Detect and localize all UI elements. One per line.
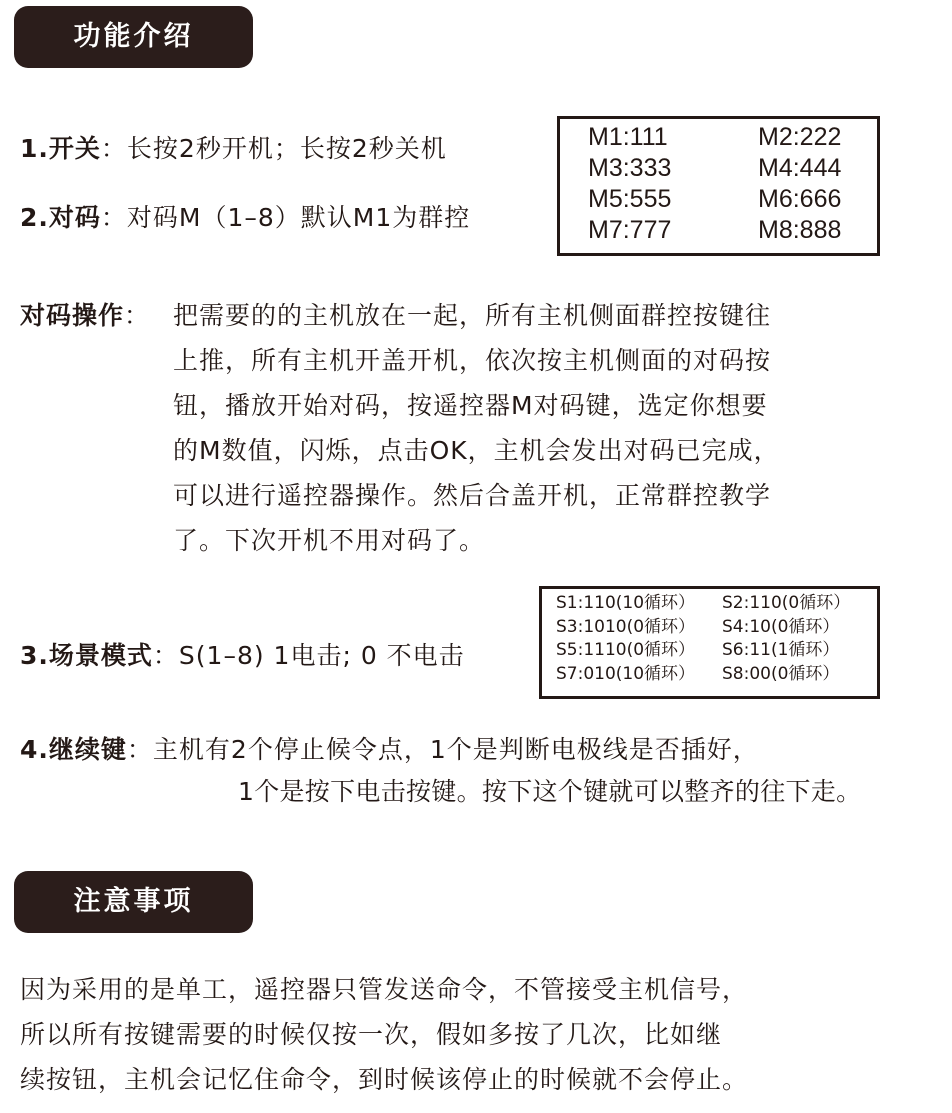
item-power-text: 长按2秒开机；长按2秒关机 <box>126 134 447 163</box>
m-code-table <box>557 116 880 256</box>
item-power-sep: ： <box>100 134 127 163</box>
s-code-table <box>539 586 880 699</box>
item-continue-key <box>20 730 759 766</box>
pairing-line: 了。下次开机不用对码了。 <box>173 526 486 555</box>
m-code-cell: M6:666 <box>758 185 842 213</box>
s-code-cell: S5:1110(0循环） <box>556 640 696 660</box>
s-code-cell: S7:010(10循环） <box>556 663 696 684</box>
m-code-cell: M5:555 <box>588 185 672 213</box>
notes-line: 因为采用的是单工，遥控器只管发送命令，不管接受主机信号， <box>20 975 749 1004</box>
pairing-line: 钮，播放开始对码，按遥控器M对码键，选定你想要 <box>173 391 768 420</box>
pairing-line: 把需要的的主机放在一起，所有主机侧面群控按键往 <box>173 301 772 330</box>
m-code-cell: M3:333 <box>588 154 672 182</box>
s-code-cell: S1:110(10循环） <box>556 593 696 613</box>
item-continue-line1: 主机有2个停止候令点，1个是判断电极线是否插好， <box>152 735 759 764</box>
item-scene-text: S(1–8) 1电击; 0 不电击 <box>178 641 465 670</box>
pairing-line: 的M数值，闪烁，点击OK，主机会发出对码已完成， <box>173 436 780 465</box>
item-pairing <box>20 198 470 234</box>
item-continue-line2: 1个是按下电击按键。按下这个键就可以整齐的往下走。 <box>238 777 862 806</box>
item-scene-label: 3.场景模式 <box>20 641 153 670</box>
item-pairing-label: 2.对码 <box>20 203 101 232</box>
s-code-cell: S8:00(0循环） <box>722 663 840 684</box>
item-pairing-sep: ： <box>100 203 127 232</box>
m-code-cell: M1:111 <box>588 123 668 151</box>
section-title-notes: 注意事项 <box>14 871 253 933</box>
pairing-line: 上推，所有主机开盖开机，依次按主机侧面的对码按 <box>173 346 772 375</box>
m-code-cell: M8:888 <box>758 216 842 244</box>
pairing-line: 可以进行遥控器操作。然后合盖开机，正常群控教学 <box>173 481 772 510</box>
s-code-cell: S2:110(0循环） <box>722 593 851 613</box>
pairing-operation-label <box>20 293 150 338</box>
item-pairing-text: 对码M（1–8）默认M1为群控 <box>126 203 471 232</box>
notes-line: 所以所有按键需要的时候仅按一次，假如多按了几次，比如继 <box>20 1020 723 1049</box>
item-scene-sep: ： <box>152 641 179 670</box>
s-code-cell: S6:11(1循环） <box>722 640 840 660</box>
item-continue-label: 4.继续键 <box>20 735 127 764</box>
pairing-operation-text <box>173 293 780 563</box>
m-code-cell: M2:222 <box>758 123 842 151</box>
notes-line: 续按钮，主机会记忆住命令，到时候该停止的时候就不会停止。 <box>20 1065 749 1094</box>
notes-text <box>20 967 748 1102</box>
s-code-cell: S3:1010(0循环） <box>556 616 696 637</box>
pairing-operation-title: 对码操作 <box>20 301 125 330</box>
m-code-cell: M4:444 <box>758 154 842 182</box>
section-title-features: 功能介绍 <box>14 6 253 68</box>
item-continue-sep: ： <box>126 735 153 764</box>
item-power-label: 1.开关 <box>20 134 101 163</box>
item-scene-mode <box>20 636 465 672</box>
s-code-cell: S4:10(0循环） <box>722 616 840 637</box>
pairing-operation-sep: ： <box>124 301 151 330</box>
item-power <box>20 129 447 165</box>
m-code-cell: M7:777 <box>588 216 672 244</box>
